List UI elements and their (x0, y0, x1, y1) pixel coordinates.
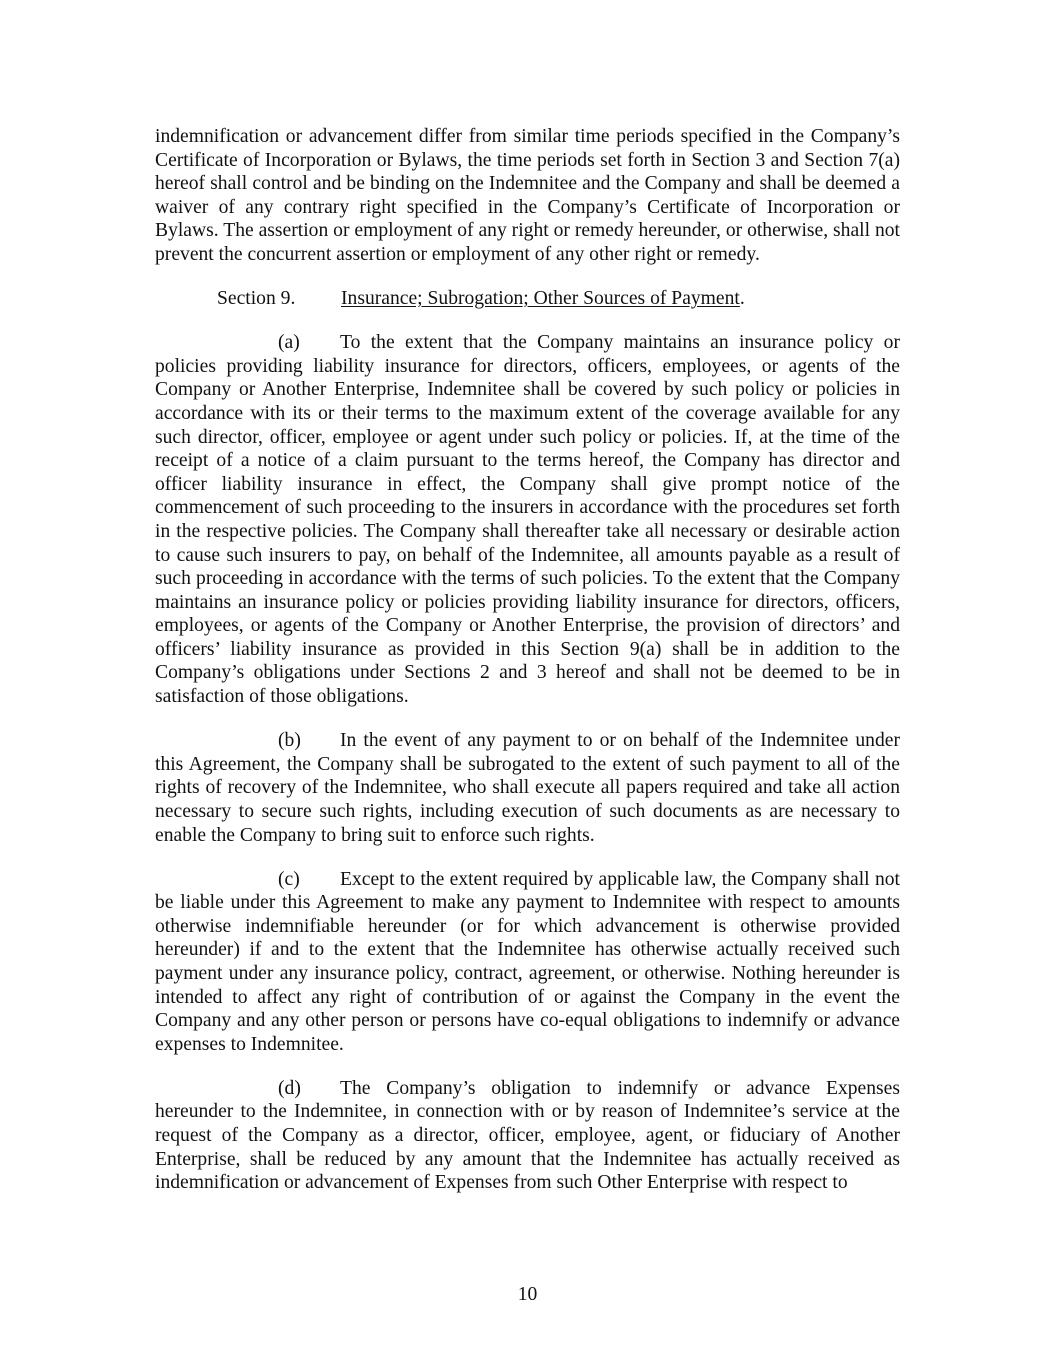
subsection-text: The Company’s obligation to indemnify or advance Expenses hereunder to the Indemnitee, in connection with or by reason of Indemnitee’s service at the request of the Company as a director, officer, employee, agent, or fiduciary of Another Enterprise, shall be reduced by any amount that the Indemnitee has actually received as indemnification or advancement of Expenses from such Other Enterprise with respect to (155, 1077, 900, 1194)
subsection-label: (b) (278, 730, 301, 752)
subsection-label: (a) (278, 332, 300, 354)
subsection-text: To the extent that the Company maintains an insurance policy or policies providing liability insurance for directors, officers, employees, or agents of the Company or Another Enterprise, Indemnitee shall be covered by such policy or policies in accordance with its or their terms to the maximum extent of the coverage available for any such director, officer, employee or agent under such policy or policies. If, at the time of the receipt of a notice of a claim pursuant to the terms hereof, the Company has director and officer liability insurance in effect, the Company shall give prompt notice of the commencement of such proceeding to the insurers in accordance with the procedures set forth in the respective policies. The Company shall thereafter take all necessary or desirable action to cause such insurers to pay, on behalf of the Indemnitee, all amounts payable as a result of such proceeding in accordance with the terms of such policies. To the extent that the Company maintains an insurance policy or policies providing liability insurance for directors, officers, employees, or agents of the Company or Another Enterprise, the provision of directors’ and officers’ liability insurance as provided in this Section 9(a) shall be in addition to the Company’s obligations under Sections 2 and 3 hereof and shall not be deemed to be in satisfaction of those obligations. (155, 332, 900, 708)
subsection-b (155, 729, 900, 847)
section-number: Section 9. (217, 288, 296, 310)
section-heading (155, 287, 900, 311)
continuation-paragraph: indemnification or advancement differ from similar time periods specified in the Company’s Certificate of Incorporation or Bylaws, the time periods set forth in Section 3 and Section 7(a) hereof shall control and be binding on the Indemnitee and the Company and shall be deemed a waiver of any contrary right specified in the Company’s Certificate of Incorporation or Bylaws. The assertion or employment of any right or remedy hereunder, or otherwise, shall not prevent the concurrent assertion or employment of any other right or remedy. (155, 126, 900, 265)
section-title: Insurance; Subrogation; Other Sources of Payment (341, 288, 740, 310)
subsection-text: Except to the extent required by applicable law, the Company shall not be liable under this Agreement to make any payment to Indemnitee with respect to amounts otherwise indemnifiable hereunder (or for which advancement is otherwise provided hereunder) if and to the extent that the Indemnitee has otherwise actually received such payment under any insurance policy, contract, agreement, or otherwise. Nothing hereunder is intended to affect any right of contribution of or against the Company in the event the Company and any other person or persons have co-equal obligations to indemnify or advance expenses to Indemnitee. (155, 868, 900, 1055)
section-title-period: . (739, 288, 745, 310)
document-body (155, 125, 900, 1215)
subsection-a (155, 331, 900, 709)
subsection-label: (c) (278, 868, 300, 890)
page-number: 10 (517, 1284, 538, 1305)
subsection-d (155, 1077, 900, 1195)
subsection-c (155, 868, 900, 1057)
subsection-label: (d) (278, 1077, 301, 1099)
subsection-text: In the event of any payment to or on behalf of the Indemnitee under this Agreement, the Company shall be subrogated to the extent of such payment to all of the rights of recovery of the Indemnitee, who shall execute all papers required and take all action necessary to secure such rights, including execution of such documents as are necessary to enable the Company to bring suit to enforce such rights. (155, 730, 900, 846)
